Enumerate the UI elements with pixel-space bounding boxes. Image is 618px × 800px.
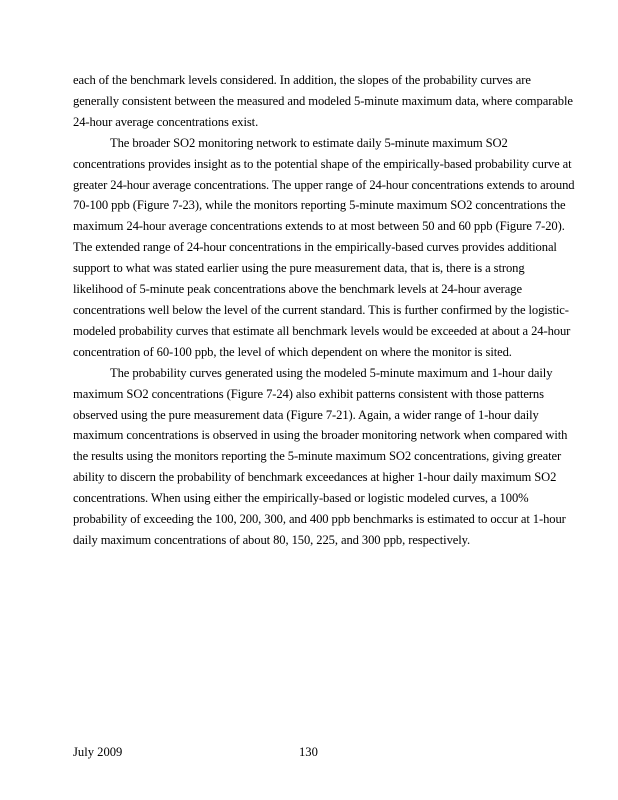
body-text <box>73 70 577 551</box>
paragraph-broader-network: The broader SO2 monitoring network to estimate daily 5-minute maximum SO2 concentrations provides insight as to the potential shape of the empirically-based probability curve at greater 24-hour average concentrations. The upper range of 24-hour concentrations extends to around 70-100 ppb (Figure 7-23), while the monitors reporting 5-minute maximum SO2 concentrations the maximum 24-hour average concentrations extends to at most between 50 and 60 ppb (Figure 7-20). The extended range of 24-hour concentrations in the empirically-based curves provides additional support to what was stated earlier using the pure measurement data, that is, there is a strong likelihood of 5-minute peak concentrations above the benchmark levels at 24-hour average concentrations well below the level of the current standard. This is further confirmed by the logistic-modeled probability curves that estimate all benchmark levels would be exceeded at about a 24-hour concentration of 60-100 ppb, the level of which dependent on where the monitor is sited. <box>73 135 575 359</box>
footer-date: July 2009 <box>73 745 123 759</box>
paragraph-probability-curves: The probability curves generated using the modeled 5-minute maximum and 1-hour daily maximum SO2 concentrations (Figure 7-24) also exhibit patterns consistent with those patterns observed using the pure measurement data (Figure 7-21). Again, a wider range of 1-hour daily maximum concentrations is observed in using the broader monitoring network when compared with the results using the monitors reporting the 5-minute maximum SO2 concentrations, giving greater ability to discern the probability of benchmark exceedances at higher 1-hour daily maximum SO2 concentrations. When using either the empirically-based or logistic modeled curves, a 100% probability of exceeding the 100, 200, 300, and 400 ppb benchmarks is estimated to occur at 1-hour daily maximum concentrations of about 80, 150, 225, and 300 ppb, respectively. <box>73 365 568 547</box>
page-number: 130 <box>299 745 318 759</box>
paragraph-continuation: each of the benchmark levels considered. In addition, the slopes of the probability curves are generally consistent between the measured and modeled 5-minute maximum data, where comparable 24-hour average concentrations exist. <box>73 73 573 129</box>
